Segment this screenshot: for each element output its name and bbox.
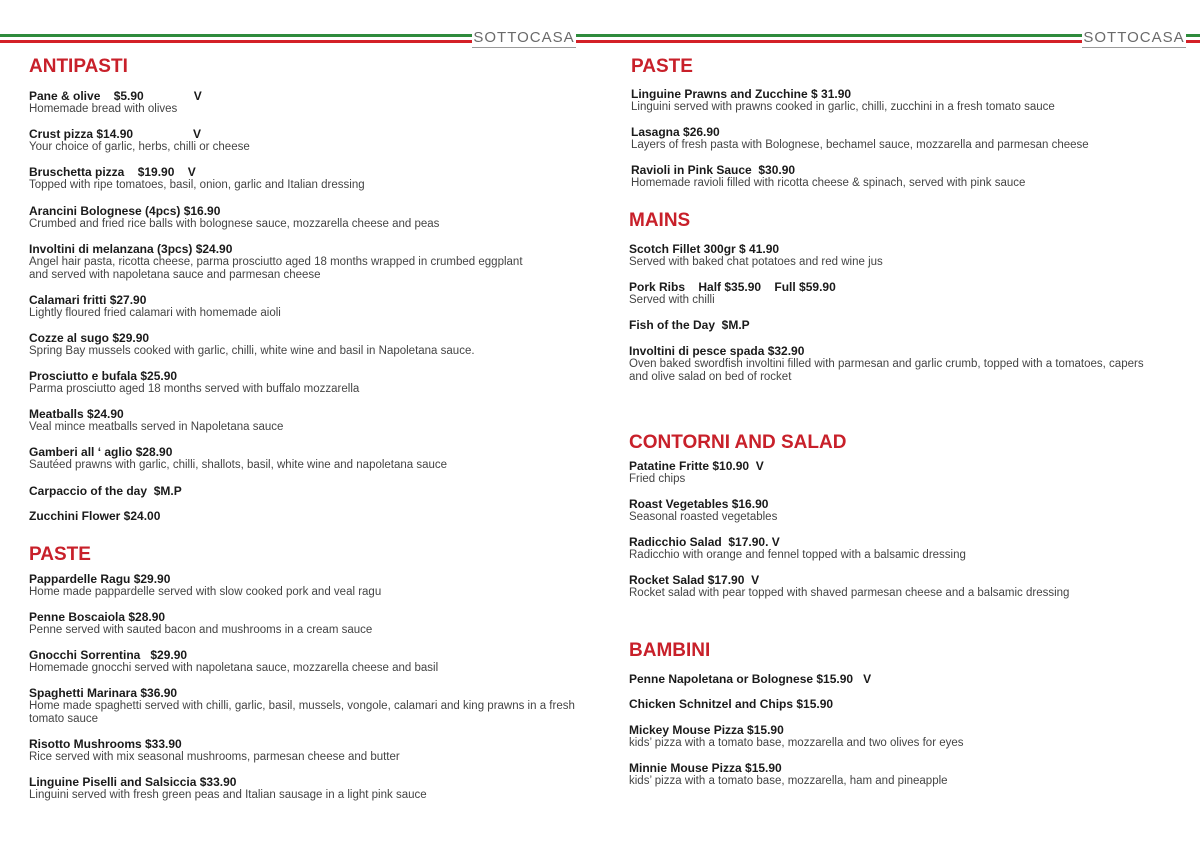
item-description: Homemade bread with olives: [29, 103, 178, 115]
menu-item: [29, 738, 400, 764]
menu-item: [29, 611, 372, 637]
menu-item: [29, 294, 281, 320]
menu-item: [629, 673, 871, 686]
item-name: Involtini di pesce spada $32.90: [629, 344, 805, 358]
menu-item: [29, 446, 447, 472]
item-name: Bruschetta pizza $19.90 V: [29, 165, 196, 179]
item-name: Gnocchi Sorrentina $29.90: [29, 648, 188, 662]
item-description: Radicchio with orange and fennel topped with a balsamic dressing: [629, 549, 966, 561]
item-description: Crumbed and fried rice balls with bolognese sauce, mozzarella cheese and peas: [29, 218, 440, 230]
menu-item: [29, 332, 475, 358]
menu-item: [29, 408, 283, 434]
item-name: Arancini Bolognese (4pcs) $16.90: [29, 204, 221, 218]
item-description: Seasonal roasted vegetables: [629, 511, 778, 523]
menu-item: [629, 281, 836, 307]
item-description: Served with chilli: [629, 294, 715, 306]
section-title: PASTE: [29, 544, 91, 565]
menu-item: [29, 649, 438, 675]
menu-item: [629, 319, 750, 332]
item-name: Penne Boscaiola $28.90: [29, 610, 166, 624]
menu-item: [629, 460, 764, 486]
item-name: Linguine Piselli and Salsiccia $33.90: [29, 775, 237, 789]
item-name: Roast Vegetables $16.90: [629, 497, 769, 511]
item-description: Layers of fresh pasta with Bolognese, bechamel sauce, mozzarella and parmesan cheese: [631, 139, 1089, 151]
item-description: Sautéed prawns with garlic, chilli, shallots, basil, white wine and napoletana sauce: [29, 459, 448, 471]
menu-item: [629, 724, 964, 750]
section-title: PASTE: [631, 56, 693, 77]
item-name: Crust pizza $14.90 V: [29, 127, 202, 141]
item-description: kids’ pizza with a tomato base, mozzarella, ham and pineapple: [629, 775, 948, 787]
item-name: Patatine Fritte $10.90 V: [629, 459, 764, 473]
item-description: Veal mince meatballs served in Napoletana sauce: [29, 421, 284, 433]
item-description: Spring Bay mussels cooked with garlic, chilli, white wine and basil in Napoletana sauce.: [29, 345, 475, 357]
menu-item: [629, 536, 966, 562]
item-name: Pane & olive $5.90 V: [29, 89, 202, 103]
item-name: Meatballs $24.90: [29, 407, 124, 421]
item-name: Spaghetti Marinara $36.90: [29, 686, 178, 700]
item-name: Zucchini Flower $24.00: [29, 509, 161, 523]
item-name: Radicchio Salad $17.90. V: [629, 535, 780, 549]
item-description: Home made pappardelle served with slow cooked pork and veal ragu: [29, 586, 382, 598]
item-description: Homemade gnocchi served with napoletana sauce, mozzarella cheese and basil: [29, 662, 439, 674]
item-description: Homemade ravioli filled with ricotta cheese & spinach, served with pink sauce: [631, 177, 1026, 189]
menu-item: [29, 370, 359, 396]
item-name: Linguine Prawns and Zucchine $ 31.90: [631, 87, 852, 101]
left-page: [29, 0, 589, 848]
item-name: Prosciutto e bufala $25.90: [29, 369, 178, 383]
section-title: BAMBINI: [629, 640, 711, 661]
item-name: Ravioli in Pink Sauce $30.90: [631, 163, 796, 177]
section-title: ANTIPASTI: [29, 56, 128, 77]
brand-mark-left: SOTTOCASA: [473, 29, 575, 46]
menu-item: [29, 243, 524, 282]
item-name: Chicken Schnitzel and Chips $15.90: [629, 697, 834, 711]
item-name: Mickey Mouse Pizza $15.90: [629, 723, 784, 737]
menu-item: [29, 166, 365, 192]
item-name: Lasagna $26.90: [631, 125, 720, 139]
item-name: Calamari fritti $27.90: [29, 293, 147, 307]
item-name: Carpaccio of the day $M.P: [29, 484, 182, 498]
item-name: Rocket Salad $17.90 V: [629, 573, 760, 587]
section-title: CONTORNI AND SALAD: [629, 432, 847, 453]
item-name: Gamberi all ‘ aglio $28.90: [29, 445, 173, 459]
menu-item: [629, 498, 777, 524]
menu-item: [29, 573, 381, 599]
menu-item: [631, 126, 1089, 152]
item-description: kids’ pizza with a tomato base, mozzarella and two olives for eyes: [629, 737, 964, 749]
item-name: Fish of the Day $M.P: [629, 318, 750, 332]
item-name: Involtini di melanzana (3pcs) $24.90: [29, 242, 233, 256]
menu-item: [29, 510, 160, 523]
item-description: Rice served with mix seasonal mushrooms, parmesan cheese and butter: [29, 751, 400, 763]
menu-item: [29, 687, 579, 726]
menu-item: [629, 574, 1069, 600]
menu-item: [629, 698, 833, 711]
item-description: Your choice of garlic, herbs, chilli or cheese: [29, 141, 250, 153]
item-description: Rocket salad with pear topped with shaved parmesan cheese and a balsamic dressing: [629, 587, 1070, 599]
item-description: Parma prosciutto aged 18 months served with buffalo mozzarella: [29, 383, 360, 395]
item-name: Risotto Mushrooms $33.90: [29, 737, 182, 751]
menu-item: [629, 345, 1159, 384]
menu-item: [29, 205, 439, 231]
item-description: Home made spaghetti served with chilli, garlic, basil, mussels, vongole, calamari and king prawns in a fresh tomato sauce: [29, 700, 575, 725]
item-name: Scotch Fillet 300gr $ 41.90: [629, 242, 780, 256]
item-name: Pappardelle Ragu $29.90: [29, 572, 171, 586]
item-description: Penne served with sauted bacon and mushrooms in a cream sauce: [29, 624, 373, 636]
item-description: Lightly floured fried calamari with homemade aioli: [29, 307, 281, 319]
item-description: Topped with ripe tomatoes, basil, onion, garlic and Italian dressing: [29, 179, 365, 191]
item-name: Minnie Mouse Pizza $15.90: [629, 761, 782, 775]
item-description: Linguini served with prawns cooked in garlic, chilli, zucchini in a fresh tomato sauce: [631, 101, 1055, 113]
menu-item: [631, 164, 1025, 190]
item-description: Linguini served with fresh green peas and Italian sausage in a light pink sauce: [29, 789, 427, 801]
brand-mark-right: SOTTOCASA: [1083, 29, 1185, 46]
item-name: Penne Napoletana or Bolognese $15.90 V: [629, 672, 872, 686]
menu-item: [631, 88, 1055, 114]
item-description: Angel hair pasta, ricotta cheese, parma prosciutto aged 18 months wrapped in crumbed eggplant and served with napoletana sauce and parmesan cheese: [29, 256, 523, 281]
menu-item: [29, 485, 182, 498]
right-page: [629, 0, 1189, 848]
menu-item: [29, 128, 250, 154]
menu-item: [629, 762, 948, 788]
item-description: Oven baked swordfish involtini filled with parmesan and garlic crumb, topped with a tomatoes, capers and olive salad on bed of rocket: [629, 358, 1144, 383]
item-description: Fried chips: [629, 473, 686, 485]
section-title: MAINS: [629, 210, 691, 231]
item-description: Served with baked chat potatoes and red wine jus: [629, 256, 883, 268]
item-name: Cozze al sugo $29.90: [29, 331, 150, 345]
menu-item: [629, 243, 883, 269]
menu-item: [29, 90, 202, 116]
item-name: Pork Ribs Half $35.90 Full $59.90: [629, 280, 836, 294]
menu-item: [29, 776, 427, 802]
